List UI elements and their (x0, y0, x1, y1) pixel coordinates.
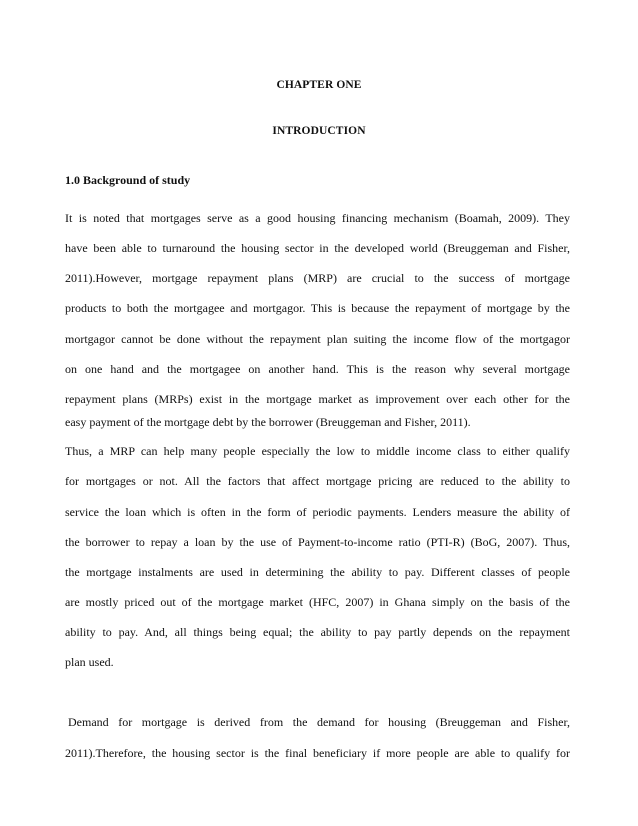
body-line: are mostly priced out of the mortgage market (HFC, 2007) in Ghana simply on the basis of the (65, 595, 570, 609)
body-line: plan used. (65, 655, 114, 669)
section-heading: 1.0 Background of study (65, 173, 191, 187)
body-line: Thus, a MRP can help many people especially the low to middle income class to either qualify (65, 444, 570, 458)
body-line: products to both the mortgagee and mortgagor. This is because the repayment of mortgage by the (65, 301, 570, 315)
body-line: It is noted that mortgages serve as a good housing financing mechanism (Boamah, 2009). They (65, 211, 570, 225)
body-line: have been able to turnaround the housing sector in the developed world (Breuggeman and Fisher, (65, 241, 570, 255)
body-line: repayment plans (MRPs) exist in the mortgage market as improvement over each other for the (65, 392, 570, 406)
chapter-heading: CHAPTER ONE (276, 79, 362, 91)
body-line: 2011).However, mortgage repayment plans (MRP) are crucial to the success of mortgage (65, 271, 570, 285)
body-line: 2011).Therefore, the housing sector is the final beneficiary if more people are able to qualify for (65, 746, 570, 760)
body-line: service the loan which is often in the form of periodic payments. Lenders measure the ability of (65, 505, 570, 519)
body-line: ability to pay. And, all things being equal; the ability to pay partly depends on the repayment (65, 625, 570, 639)
body-line: mortgagor cannot be done without the repayment plan suiting the income flow of the mortgagor (65, 332, 570, 346)
introduction-heading: INTRODUCTION (272, 125, 366, 137)
body-line: the borrower to repay a loan by the use of Payment-to-income ratio (PTI-R) (BoG, 2007). Thus, (65, 535, 570, 549)
body-line: easy payment of the mortgage debt by the borrower (Breuggeman and Fisher, 2011). (65, 415, 471, 429)
body-line: for mortgages or not. All the factors that affect mortgage pricing are reduced to the ability to (65, 474, 570, 488)
body-line: on one hand and the mortgagee on another hand. This is the reason why several mortgage (65, 362, 570, 376)
body-line: Demand for mortgage is derived from the demand for housing (Breuggeman and Fisher, (68, 715, 570, 729)
body-line: the mortgage instalments are used in determining the ability to pay. Different classes of people (65, 565, 570, 579)
